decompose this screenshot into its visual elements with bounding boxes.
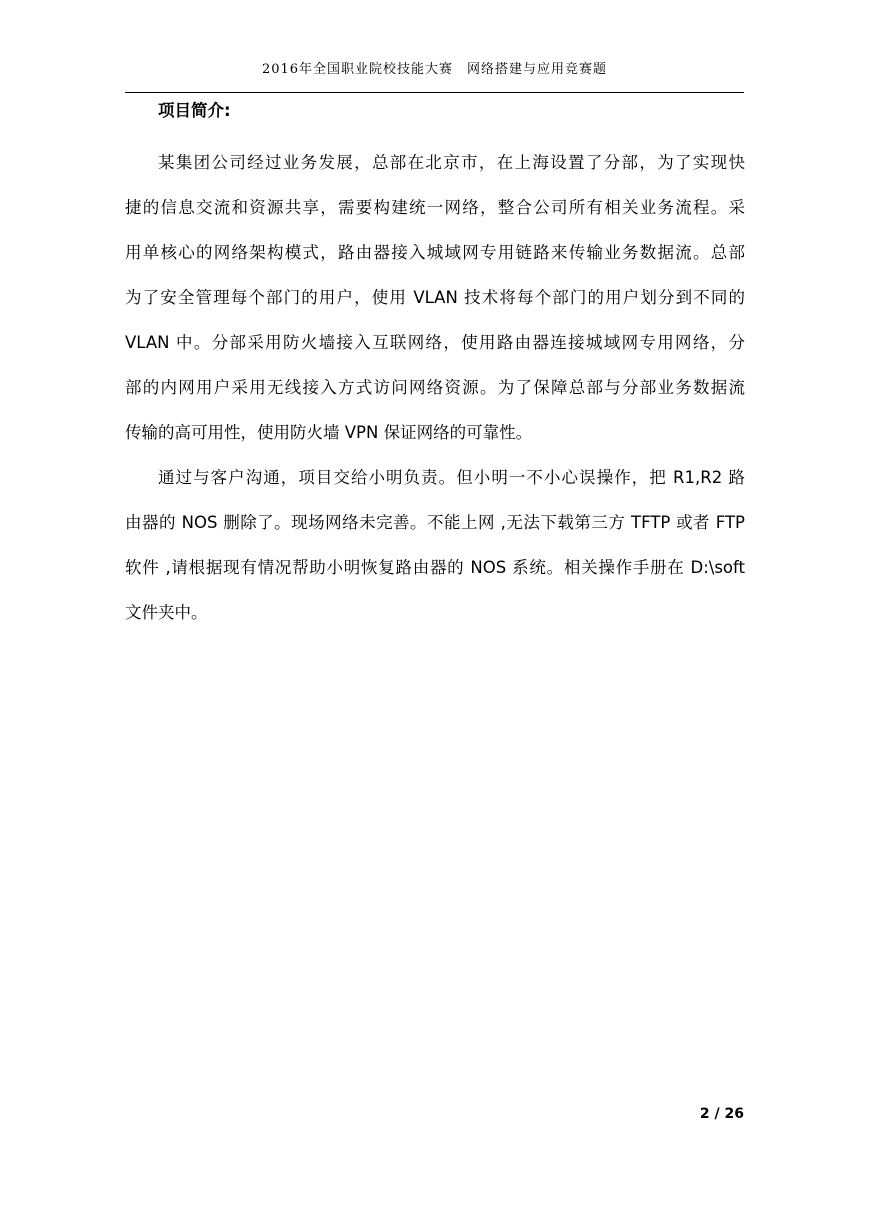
header-divider: [125, 92, 744, 93]
running-header: 2016年全国职业院校技能大赛 网络搭建与应用竞赛题: [261, 62, 608, 77]
paragraph-line: 文件夹中。: [125, 603, 208, 622]
paragraph-line: 软件 ,请根据现有情况帮助小明恢复路由器的 NOS 系统。相关操作手册在 D:\soft: [125, 558, 745, 577]
paragraph-line: 传输的高可用性，使用防火墙 VPN 保证网络的可靠性。: [125, 423, 533, 442]
paragraph-line: 部的内网用户采用无线接入方式访问网络资源。为了保障总部与分部业务数据流: [125, 378, 745, 397]
paragraph-line: 某集团公司经过业务发展，总部在北京市，在上海设置了分部，为了实现快: [158, 153, 745, 172]
paragraph-line: 通过与客户沟通，项目交给小明负责。但小明一不小心误操作，把 R1,R2 路: [158, 468, 745, 487]
paragraph-line: 由器的 NOS 删除了。现场网络未完善。不能上网 ,无法下载第三方 TFTP 或者 FTP: [125, 513, 745, 532]
section-title: 项目简介:: [158, 101, 231, 120]
paragraph-line: 用单核心的网络架构模式，路由器接入城域网专用链路来传输业务数据流。总部: [125, 243, 745, 262]
paragraph-line: 为了安全管理每个部门的用户，使用 VLAN 技术将每个部门的用户划分到不同的: [125, 288, 745, 307]
paragraph-line: 捷的信息交流和资源共享，需要构建统一网络，整合公司所有相关业务流程。采: [125, 198, 745, 217]
paragraph-line: VLAN 中。分部采用防火墙接入互联网络，使用路由器连接城域网专用网络，分: [125, 333, 745, 352]
page-number: 2 / 26: [699, 1106, 744, 1122]
